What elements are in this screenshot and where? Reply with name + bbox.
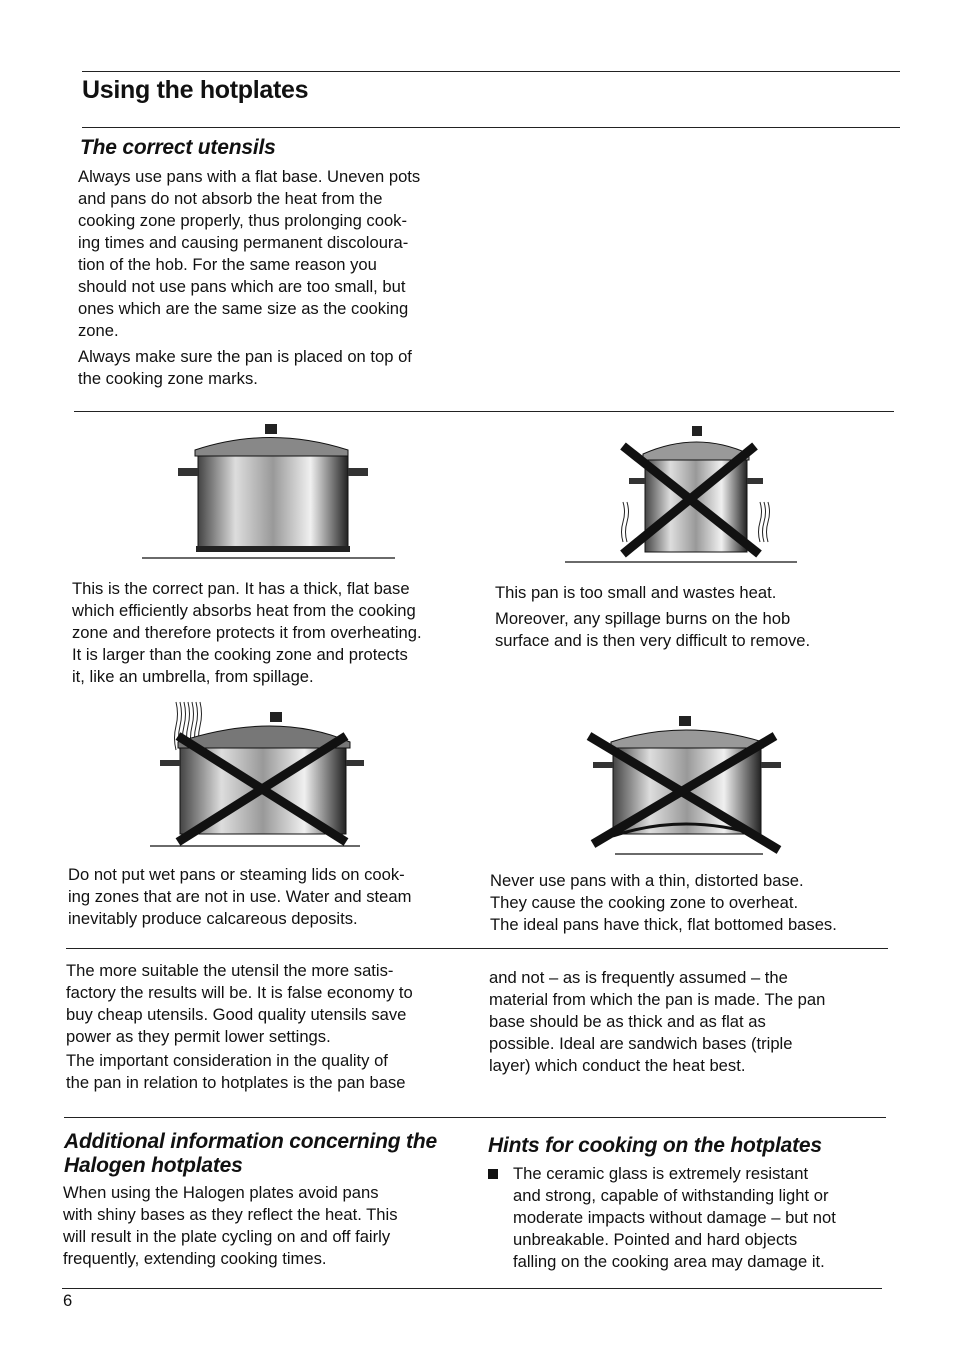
figures-top-rule: [74, 411, 894, 412]
caption-distorted-base: [490, 870, 900, 936]
quality-right-column: [489, 967, 889, 1077]
title-underline: [82, 127, 900, 128]
section-heading-hints: Hints for cooking on the hotplates: [488, 1134, 822, 1157]
small-pan-illustration: [565, 424, 800, 566]
caption-correct-pan-text: This is the correct pan. It has a thick, flat base which efficiently absorbs heat from the cooking zone and therefore protects it from overheating. It is larger than the cooking zone and protects it, like an umbrella, from spillage.: [72, 579, 422, 686]
correct-utensils-para2: Always make sure the pan is placed on top of the cooking zone marks.: [78, 347, 412, 388]
caption-distorted-base-text2: They cause the cooking zone to overheat.: [490, 893, 799, 912]
caption-correct-pan: [72, 578, 482, 688]
hints-bullet-text: The ceramic glass is extremely resistant and strong, capable of withstanding light or moderate impacts without damage – but not unbreakable. Pointed and hard objects falling on the cooking area may damage it.: [513, 1164, 836, 1271]
caption-small-pan-text1: This pan is too small and wastes heat.: [495, 583, 777, 602]
correct-utensils-para1: Always use pans with a flat base. Uneven pots and pans do not absorb the heat from the cooking zone properly, thus prolonging cook- ing times and causing permanent discoloura- tion of the hob. For the same reason you should not use pans which are too small, but ones which are the same size as the cooking zone.: [78, 167, 421, 340]
caption-distorted-base-text1: Never use pans with a thin, distorted base.: [490, 871, 804, 890]
quality-top-rule: [66, 948, 888, 949]
wet-pan-illustration: [150, 700, 365, 850]
section-heading-halogen: Additional information concerning the Halogen hotplates: [64, 1130, 437, 1177]
halogen-text: When using the Halogen plates avoid pans with shiny bases as they reflect the heat. This will result in the plate cycling on and off fairly frequently, extending cooking times.: [63, 1183, 398, 1268]
halogen-text-block: [63, 1182, 473, 1270]
quality-left-para1: The more suitable the utensil the more satis- factory the results will be. It is false economy to buy cheap utensils. Good quality utensils save power as they permit lower settings.: [66, 961, 413, 1046]
top-rule: [82, 71, 900, 72]
quality-left-para2: The important consideration in the quality of the pan in relation to hotplates is the pan base: [66, 1051, 406, 1092]
section-heading-correct-utensils: The correct utensils: [80, 136, 276, 159]
page-title: Using the hotplates: [82, 76, 309, 104]
caption-small-pan: [495, 582, 875, 652]
quality-right-para: and not – as is frequently assumed – the material from which the pan is made. The pan base should be as thick and as flat as possible. Ideal are sandwich bases (triple layer) which conduct the heat best.: [489, 968, 826, 1075]
caption-distorted-base-text3: The ideal pans have thick, flat bottomed bases.: [490, 915, 837, 934]
hints-bullet-item: [488, 1163, 888, 1273]
caption-small-pan-text2: Moreover, any spillage burns on the hob surface and is then very difficult to remove.: [495, 609, 811, 650]
quality-left-column: [66, 960, 476, 1094]
correct-utensils-text: [78, 166, 478, 390]
correct-pan-illustration: [140, 420, 400, 565]
footer-rule: [62, 1288, 882, 1289]
page-number: 6: [63, 1291, 73, 1310]
bullet-square-icon: [488, 1169, 498, 1179]
caption-wet-pan-text: Do not put wet pans or steaming lids on cook- ing zones that are not in use. Water and steam inevitably produce calcareous deposits.: [68, 865, 412, 928]
lower-sections-rule: [64, 1117, 886, 1118]
distorted-base-illustration: [585, 712, 790, 857]
caption-wet-pan: [68, 864, 478, 930]
